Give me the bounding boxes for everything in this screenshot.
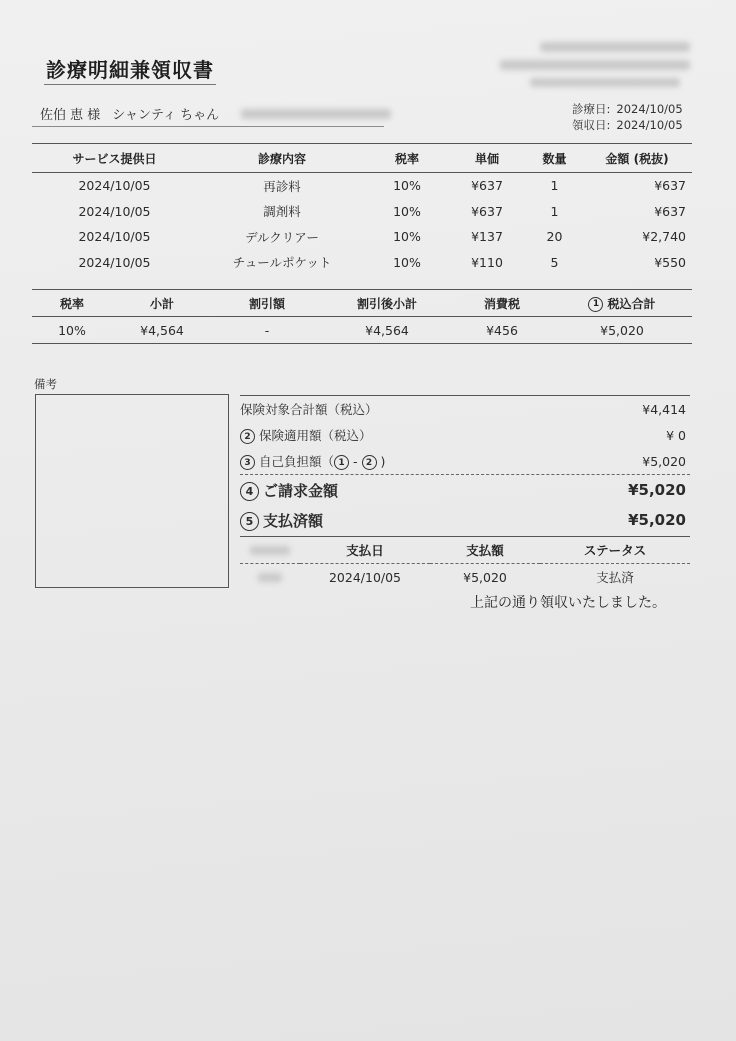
payments-table [240,536,690,590]
owner-name: 佐伯 恵 様 [40,108,101,123]
item-name: 再診料 [263,178,301,194]
items-header-row [32,144,692,173]
paid-amount-label: 支払済額 [263,511,324,530]
billed-amount-label: ご請求金額 [263,481,339,500]
billed-amount-row [240,474,690,505]
item-qty: 1 [550,178,559,194]
table-row [32,173,692,199]
title-underline [44,84,216,85]
memo-box [35,394,229,588]
insured-total-label: 保険対象合計額（税込） [240,402,378,417]
payment-date: 2024/10/05 [328,569,402,585]
subtotal-value: ¥4,564 [140,322,184,338]
circled-number: 5 [240,512,259,531]
redacted-clinic-address [500,60,690,70]
self-pay-formula-close: ) [380,454,386,469]
receipt-date: 2024/10/05 [616,118,683,132]
col-total-incl-tax [552,290,692,317]
insurance-covered-row [240,422,690,448]
self-pay-value: ¥5,020 [642,453,686,469]
table-row [32,199,692,225]
item-price: ¥110 [471,254,503,270]
paid-amount-row [240,505,690,535]
self-pay-row [240,448,690,474]
table-row [32,317,692,344]
self-pay-label: 自己負担額（ [259,454,335,469]
item-date: 2024/10/05 [78,254,151,270]
item-qty: 1 [550,203,559,219]
tax-header-row [32,290,692,317]
col-amount: 金額 (税抜) [605,151,669,166]
document-title: 診療明細兼領収書 [46,58,214,82]
item-price: ¥637 [471,178,503,194]
col-tax-rate: 税率 [394,151,419,166]
patient-underline [32,126,384,127]
item-amount: ¥2,740 [642,229,686,245]
col-quantity: 数量 [542,151,567,166]
table-row [32,250,692,276]
redacted-method-header [240,537,300,564]
dates-block [572,101,683,133]
item-rate: 10% [393,254,421,270]
paid-amount-value: ¥5,020 [628,511,686,529]
self-pay-minus: - [353,454,358,469]
total-incl-tax-label: 税込合計 [607,296,656,311]
item-date: 2024/10/05 [78,203,151,219]
items-table [32,143,692,275]
item-price: ¥637 [471,203,503,219]
total-incl-tax-value: ¥5,020 [600,322,644,338]
circled-number: 2 [362,455,377,470]
receipt-acknowledgement: 上記の通り領収いたしました。 [470,595,666,611]
circled-number: 1 [334,455,349,470]
col-payment-status: ステータス [583,543,647,558]
col-discount: 割引額 [248,296,285,311]
circled-number: 2 [240,429,255,444]
tax-rate-value: 10% [58,322,86,338]
redacted-clinic-phone [530,78,680,87]
insurance-covered-value: ¥ 0 [666,427,686,443]
visit-date-label: 診療日: [572,102,611,116]
table-row [240,564,690,591]
pet-name: シャンティ ちゃん [112,108,220,123]
redacted-method [240,564,300,591]
insured-total-row [240,395,690,422]
redacted-clinic-name [540,42,690,52]
item-rate: 10% [393,178,421,194]
item-date: 2024/10/05 [78,178,151,194]
col-payment-date: 支払日 [346,543,384,558]
payment-summary [240,395,690,535]
patient-info [40,104,391,123]
col-subtotal: 小計 [149,296,174,311]
after-discount-value: ¥4,564 [365,322,409,338]
item-price: ¥137 [471,229,503,245]
discount-value: - [264,322,270,338]
item-qty: 5 [550,254,559,270]
payment-amount: ¥5,020 [463,569,507,585]
col-after-discount: 割引後小計 [356,296,417,311]
circled-number: 1 [588,297,603,312]
col-payment-amount: 支払額 [466,543,504,558]
visit-date: 2024/10/05 [616,102,683,116]
payment-status: 支払済 [596,570,634,585]
item-date: 2024/10/05 [78,229,151,245]
tax-summary-table [32,289,692,344]
item-rate: 10% [393,203,421,219]
item-name: 調剤料 [263,204,301,220]
redacted-patient-id [241,109,391,119]
receipt-date-label: 領収日: [572,118,611,132]
consumption-tax-value: ¥456 [486,322,518,338]
item-amount: ¥637 [654,203,686,219]
col-consumption-tax: 消費税 [483,296,520,311]
item-name: チュールポケット [232,255,332,271]
item-rate: 10% [393,229,421,245]
item-amount: ¥637 [654,178,686,194]
payments-header-row [240,537,690,564]
billed-amount-value: ¥5,020 [628,481,686,499]
col-unit-price: 単価 [474,151,499,166]
item-amount: ¥550 [654,254,686,270]
col-tax-rate: 税率 [59,296,84,311]
insurance-covered-label: 保険適用額（税込） [259,428,372,443]
col-service-date: サービス提供日 [72,151,157,166]
table-row [32,224,692,250]
item-name: デルクリアー [245,229,319,245]
item-qty: 20 [546,229,563,245]
col-treatment: 診療内容 [257,151,306,166]
circled-number: 4 [240,482,259,501]
memo-label: 備考 [34,377,57,391]
insured-total-value: ¥4,414 [642,401,686,417]
circled-number: 3 [240,455,255,470]
